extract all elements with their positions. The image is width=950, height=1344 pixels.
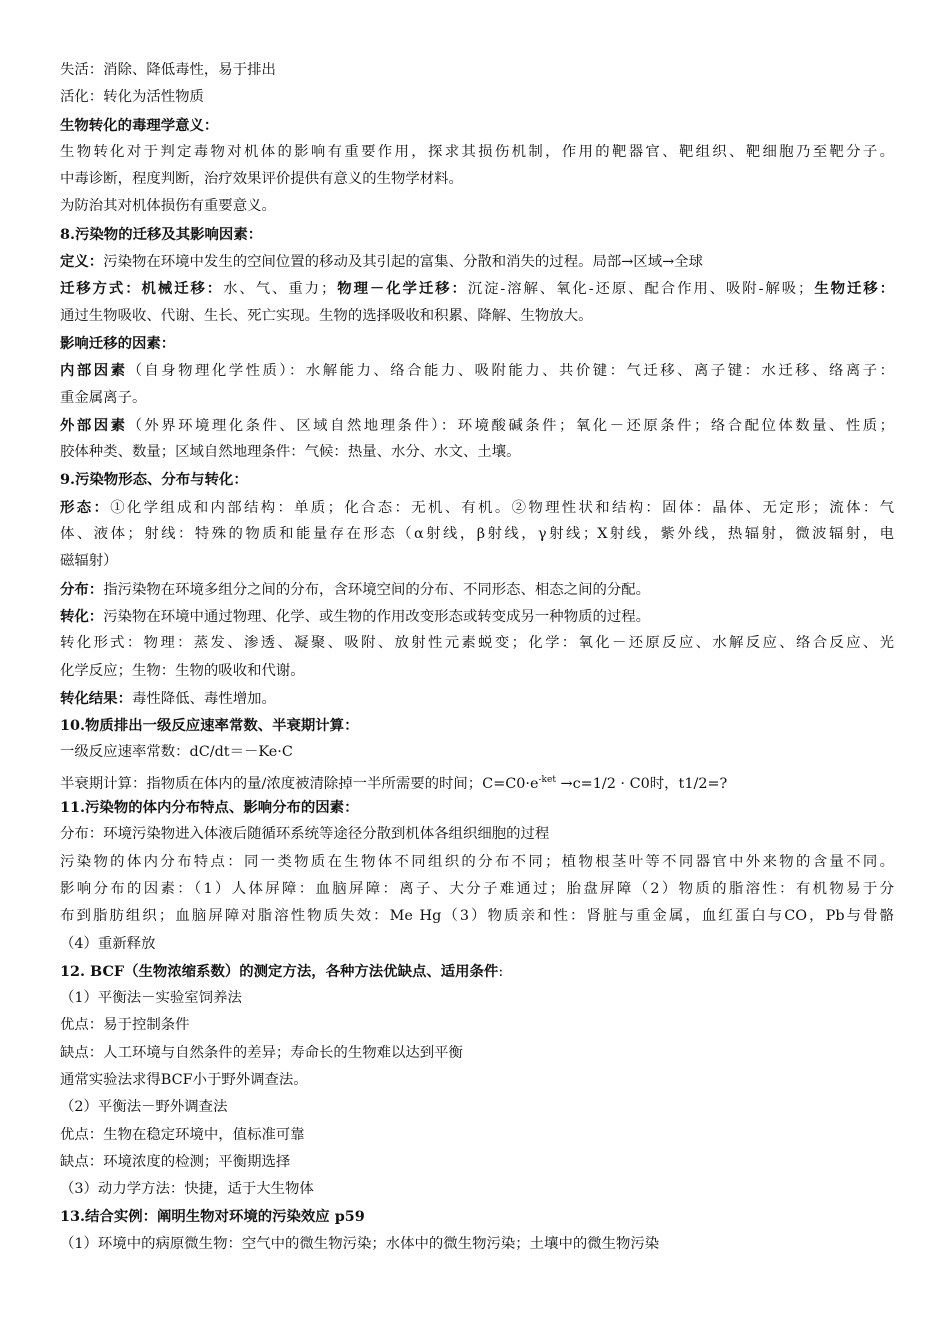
text-segment: 污染物在环境中通过物理、化学、或生物的作用改变形态或转变成另一种物质的过程。 <box>103 608 651 625</box>
text-segment: 胶体种类、数量；区域自然地理条件：气候：热量、水分、水文、土壤。 <box>60 444 521 461</box>
text-line <box>60 112 894 139</box>
text-segment: 缺点：人工环境与自然条件的差异；寿命长的生物难以达到平衡 <box>60 1044 463 1061</box>
bold-text: 9.污染物形态、分布与转化： <box>60 471 248 489</box>
bold-text: 影响迁移的因素： <box>60 334 176 352</box>
text-segment: 化学反应；生物：生物的吸收和代谢。 <box>60 662 305 679</box>
text-line <box>60 412 894 439</box>
text-line <box>60 712 894 739</box>
text-line <box>60 794 894 821</box>
text-line <box>60 630 894 657</box>
text-line <box>60 84 894 111</box>
bold-text: 生物转化的毒理学意义： <box>60 116 219 134</box>
text-line <box>60 739 894 766</box>
text-line <box>60 548 894 575</box>
bold-text: 物理－化学迁移： <box>335 280 468 298</box>
bold-text: 外部因素 <box>60 416 128 434</box>
text-segment: 污染物在环境中发生的空间位置的移动及其引起的富集、分散和消失的过程。局部→区域→全球 <box>103 254 703 271</box>
text-line <box>60 521 894 548</box>
text-segment: 通过生物吸收、代谢、生长、死亡实现。生物的选择吸收和积累、降解、生物放大。 <box>60 307 593 324</box>
text-line <box>60 439 894 466</box>
text-segment: →c=1/2 · C0时，t1/2=? <box>555 775 728 792</box>
text-segment: 污染物的体内分布特点：同一类物质在生物体不同组织的分布不同；植物根茎叶等不同器官中外来物的含量不同。 <box>60 853 894 870</box>
text-line <box>60 193 894 220</box>
text-segment: ①化学组成和内部结构：单质；化合态：无机、有机。②物理性状和结构：固体：晶体、无定形；流体：气 <box>110 499 894 516</box>
text-line <box>60 876 894 903</box>
text-segment: （自身物理化学性质）：水解能力、络合能力、吸附能力、共价键：气迁移、离子键：水迁移、络离子： <box>127 363 894 380</box>
bold-text: 13.结合实例：阐明生物对环境的污染效应 p59 <box>60 1208 365 1226</box>
text-line <box>60 931 894 958</box>
text-line <box>60 1094 894 1121</box>
text-line <box>60 1040 894 1067</box>
text-segment: （2）平衡法－野外调查法 <box>60 1099 228 1116</box>
superscript-text: -ket <box>538 774 556 785</box>
text-line <box>60 330 894 357</box>
text-line <box>60 821 894 848</box>
bold-text: 分布： <box>60 580 104 598</box>
text-line <box>60 248 894 275</box>
text-line <box>60 166 894 193</box>
bold-text: 11.污染物的体内分布特点、影响分布的因素： <box>60 799 359 817</box>
text-segment: 半衰期计算：指物质在体内的量/浓度被清除掉一半所需要的时间；C=C0·e <box>60 775 539 792</box>
text-line <box>60 221 894 248</box>
text-line <box>60 903 894 930</box>
text-segment: 分布：环境污染物进入体液后随循环系统等途径分散到机体各组织细胞的过程 <box>60 826 550 843</box>
text-line <box>60 603 894 630</box>
text-segment: 沉淀-溶解、氧化-还原、配合作用、吸附-解吸； <box>467 281 813 298</box>
text-line <box>60 466 894 493</box>
bold-text: 定义： <box>60 253 104 271</box>
text-line <box>60 849 894 876</box>
text-segment: 重金属离子。 <box>60 389 147 406</box>
text-segment: 影响分布的因素：（1）人体屏障：血脑屏障：离子、大分子难通过；胎盘屏障（2）物质的脂溶性：有机物易于分 <box>60 880 894 897</box>
text-line <box>60 1149 894 1176</box>
bold-text: 形态： <box>60 498 111 516</box>
text-line <box>60 658 894 685</box>
text-segment: 优点：易于控制条件 <box>60 1017 190 1034</box>
bold-text: 生物迁移： <box>812 280 894 298</box>
text-line <box>60 767 894 794</box>
text-segment: 优点：生物在稳定环境中，值标准可靠 <box>60 1126 305 1143</box>
text-line <box>60 139 894 166</box>
text-line <box>60 494 894 521</box>
text-line <box>60 303 894 330</box>
text-segment: 缺点：环境浓度的检测；平衡期选择 <box>60 1153 291 1170</box>
text-segment: （外界环境理化条件、区域自然地理条件）：环境酸碱条件；氧化－还原条件；络合配位体数量、性质； <box>127 417 894 434</box>
text-line <box>60 275 894 302</box>
bold-text: 转化： <box>60 607 104 625</box>
text-segment: 一级反应速率常数：dC/dt＝－Ke·C <box>60 744 293 761</box>
text-segment: 中毒诊断，程度判断，治疗效果评价提供有意义的生物学材料。 <box>60 171 463 188</box>
text-line <box>60 1176 894 1203</box>
text-line <box>60 1067 894 1094</box>
text-line <box>60 576 894 603</box>
text-segment: （1）环境中的病原微生物：空气中的微生物污染；水体中的微生物污染；土壤中的微生物污染 <box>60 1235 660 1252</box>
text-segment: 体、液体；射线：特殊的物质和能量存在形态（α射线，β射线，γ射线；X射线，紫外线，热辐射，微波辐射，电 <box>60 526 894 543</box>
text-segment: （1）平衡法－实验室饲养法 <box>60 990 242 1007</box>
text-line <box>60 685 894 712</box>
text-line <box>60 958 894 985</box>
text-line <box>60 385 894 412</box>
text-segment: 生物转化对于判定毒物对机体的影响有重要作用，探求其损伤机制，作用的靶器官、靶组织、靶细胞乃至靶分子。 <box>60 143 894 160</box>
text-line <box>60 357 894 384</box>
text-segment: 通常实验法求得BCF小于野外调查法。 <box>60 1071 308 1088</box>
bold-text: 迁移方式：机械迁移： <box>60 280 224 298</box>
text-line <box>60 1231 894 1258</box>
bold-text: 12. BCF（生物浓缩系数）的测定方法，各种方法优缺点、适用条件 <box>60 962 499 980</box>
text-line <box>60 1122 894 1149</box>
bold-text: 8.污染物的迁移及其影响因素： <box>60 225 263 243</box>
text-segment: （3）动力学方法：快捷，适于大生物体 <box>60 1181 314 1198</box>
text-segment: 毒性降低、毒性增加。 <box>131 690 276 707</box>
text-line <box>60 1012 894 1039</box>
bold-text: 10.物质排出一级反应速率常数、半衰期计算： <box>60 717 359 735</box>
text-line <box>60 985 894 1012</box>
text-segment: 水、气、重力； <box>223 281 336 298</box>
text-segment: 失活：消除、降低毒性，易于排出 <box>60 62 276 78</box>
text-segment: 布到脂肪组织；血脑屏障对脂溶性物质失效：Me Hg（3）物质亲和性：肾脏与重金属，血红蛋白与CO，Pb与骨骼 <box>60 908 894 925</box>
text-segment: 活化：转化为活性物质 <box>60 89 204 106</box>
text-segment: 指污染物在环境多组分之间的分布，含环境空间的分布、不同形态、相态之间的分配。 <box>103 581 651 598</box>
text-segment: 转化形式：物理：蒸发、渗透、凝聚、吸附、放射性元素蜕变；化学：氧化－还原反应、水解反应、络合反应、光 <box>60 635 894 652</box>
bold-text: 内部因素 <box>60 362 128 380</box>
text-line <box>60 57 894 84</box>
text-segment: 磁辐射） <box>60 553 118 570</box>
text-line <box>60 1203 894 1230</box>
text-segment: : <box>498 963 504 980</box>
text-segment: （4）重新释放 <box>60 935 156 952</box>
text-segment: 为防治其对机体损伤有重要意义。 <box>60 198 276 215</box>
bold-text: 转化结果： <box>60 689 132 707</box>
